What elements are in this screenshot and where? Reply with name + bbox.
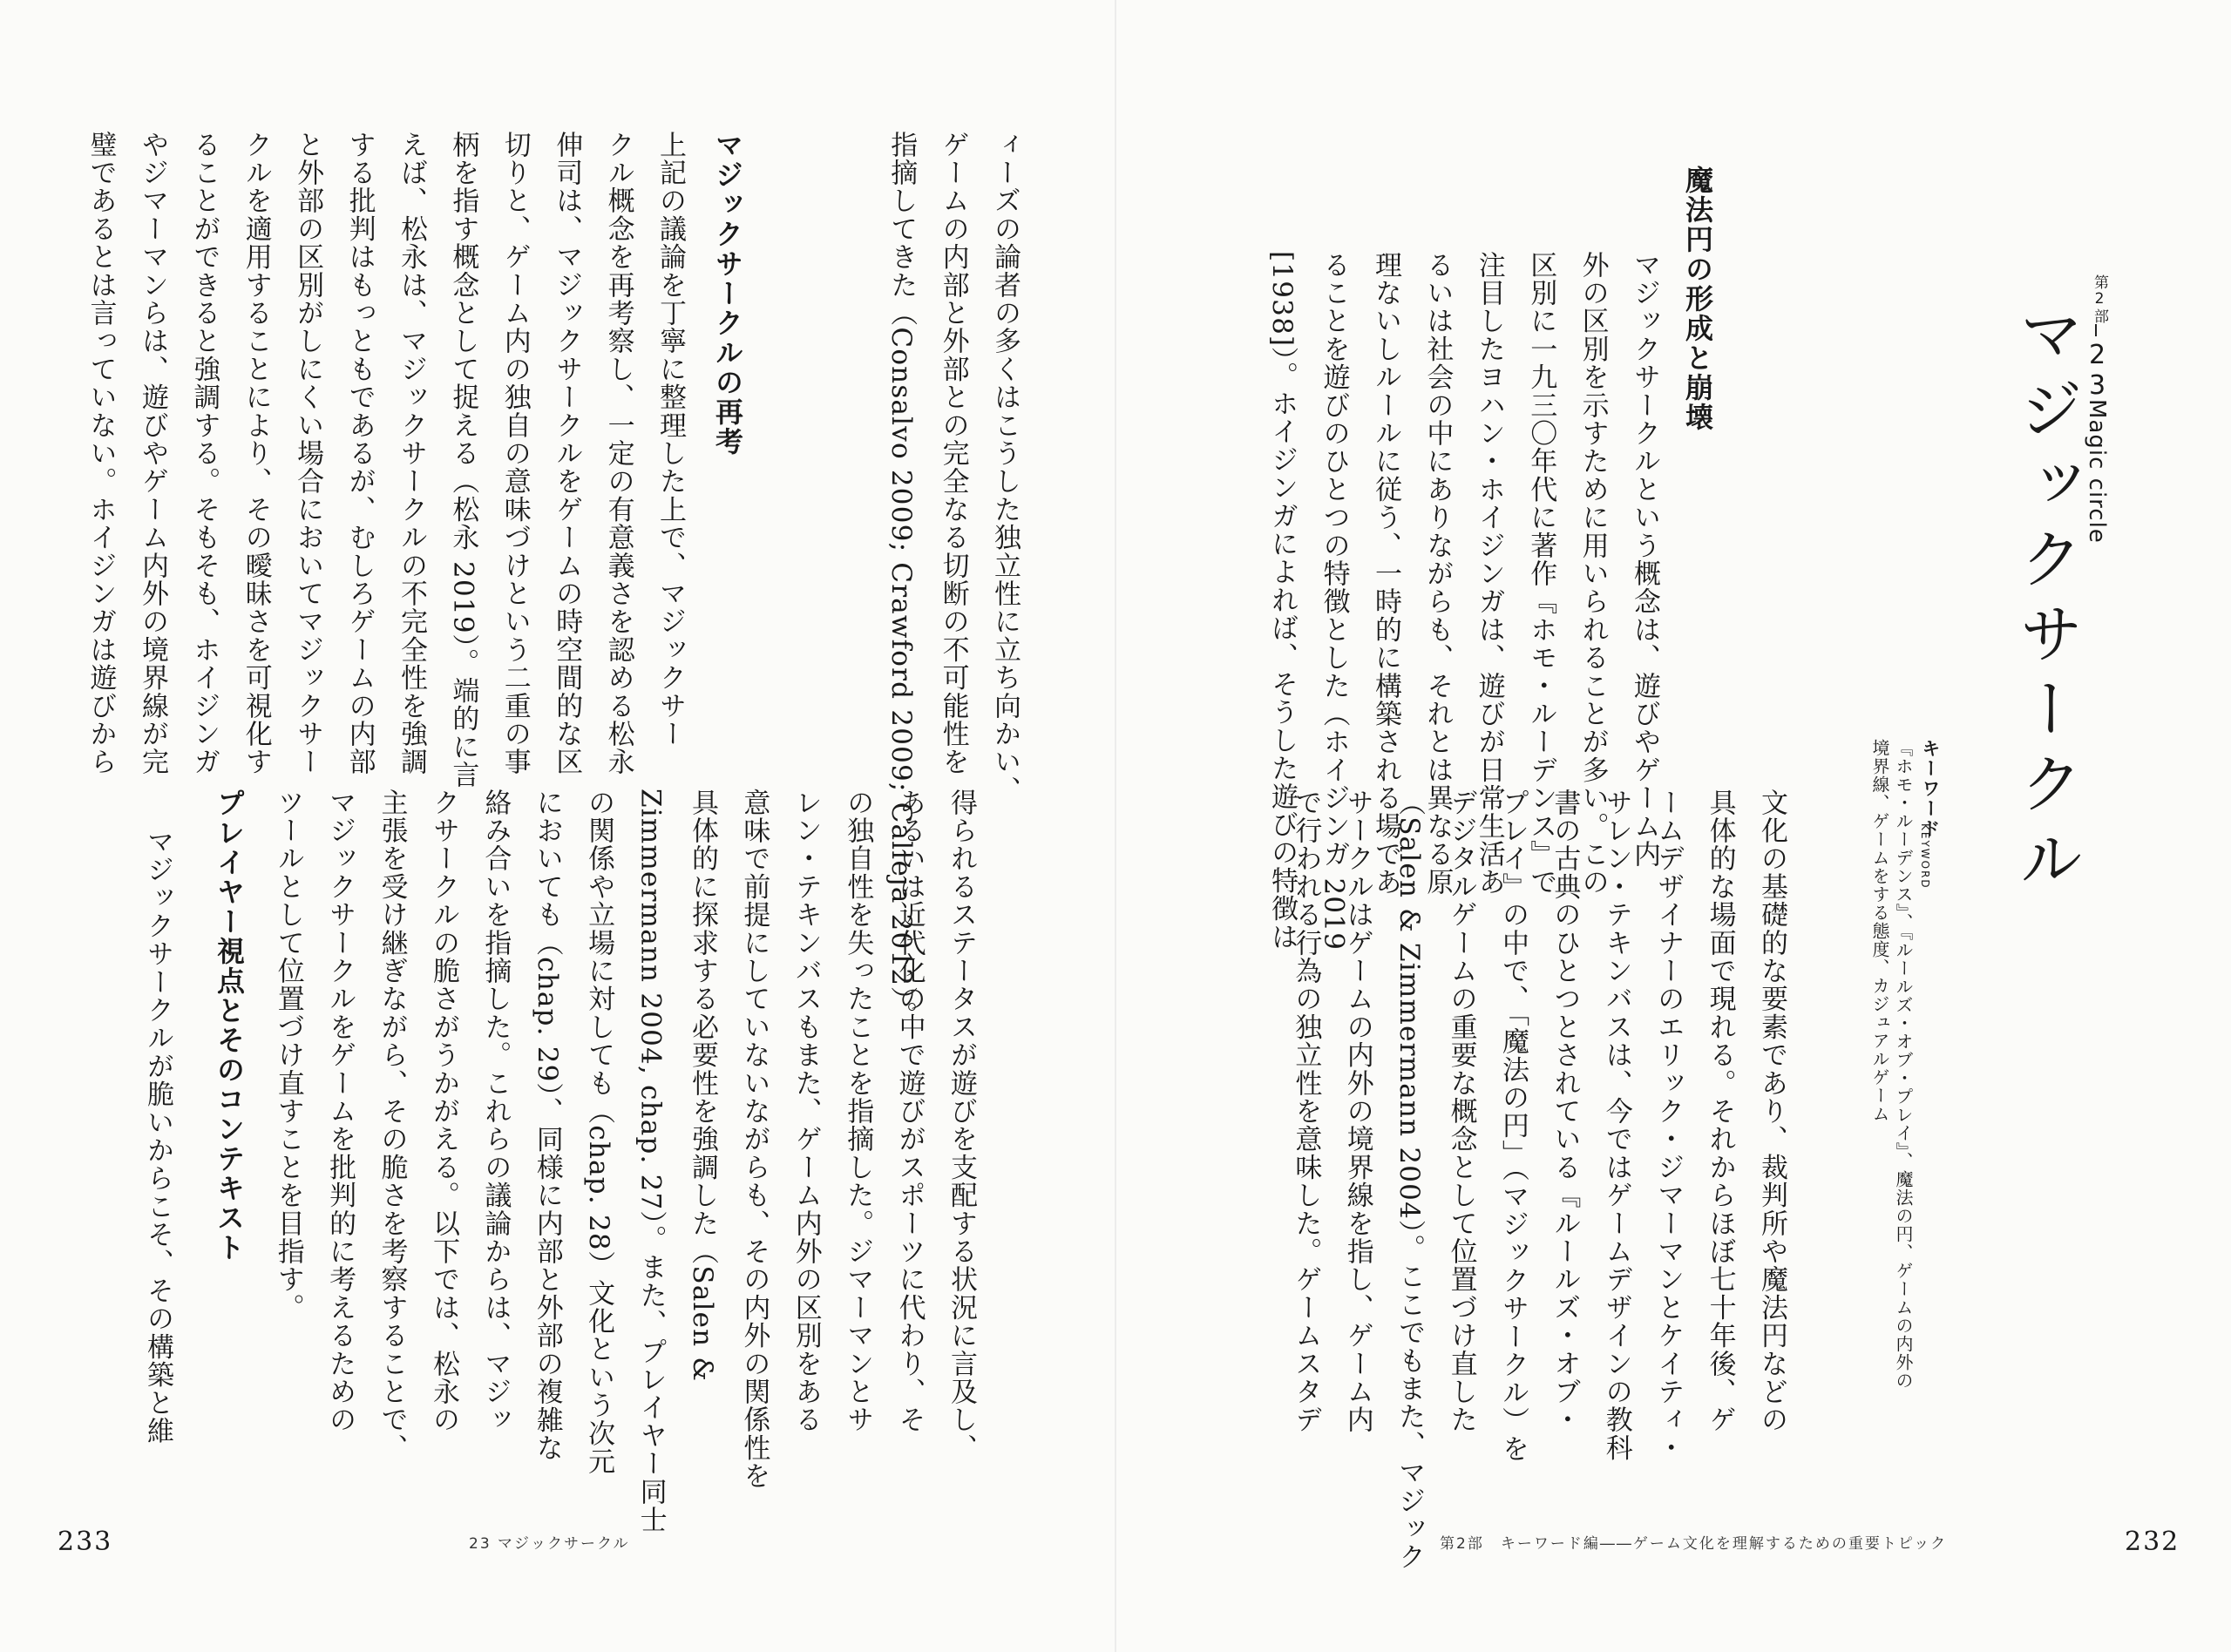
text-column: 意味で前提にしていないながらも、その内外の関係性を bbox=[738, 789, 770, 1490]
text-column: の関係や立場に対しても（chap. 28）文化という次元 bbox=[583, 789, 615, 1476]
keyword-label: キーワード bbox=[1920, 739, 1941, 839]
text-column: 得られるステータスが遊びを支配する状況に言及し、 bbox=[946, 789, 977, 1462]
text-column: マジックサークルという概念は、遊びやゲーム内 bbox=[1629, 251, 1660, 869]
text-column: 具体的に探求する必要性を強調した（Salen & bbox=[686, 789, 718, 1383]
text-column: クルを適用することにより、その曖昧さを可視化す bbox=[240, 131, 272, 776]
keyword-label-en: KEYWORD bbox=[1919, 823, 1931, 890]
text-column: ームデザイナーのエリック・ジマーマンとケイティ・ bbox=[1652, 789, 1685, 1462]
section-heading-magic-circle-formation: 魔法円の形成と崩壊 bbox=[1681, 166, 1714, 432]
upper-text-block-continued bbox=[847, 131, 1030, 1030]
text-column: るいは社会の中にありながらも、それとは異なる原 bbox=[1421, 251, 1454, 897]
text-column: する批判はもっともであるが、むしろゲームの内部 bbox=[343, 131, 376, 776]
page-number: 232 bbox=[2125, 1527, 2180, 1557]
text-column: 具体的な場面で現れる。それからほぼ七十年後、ゲ bbox=[1704, 789, 1736, 1434]
text-column: デジタルゲームの重要な概念として位置づけ直した bbox=[1445, 789, 1477, 1434]
text-column: の独自性を失ったことを指摘した。ジマーマンとサ bbox=[842, 789, 874, 1434]
text-column: 注目したヨハン・ホイジンガは、遊びが日常生活あ bbox=[1473, 251, 1505, 897]
upper-text-block bbox=[1266, 251, 1670, 951]
lower-text-block-player bbox=[113, 828, 183, 1446]
text-column: 主張を受け継ぎながら、その脆さを考察することで、 bbox=[376, 789, 408, 1462]
text-column: ることができると強調する。そもそも、ホイジンガ bbox=[188, 131, 220, 776]
upper-text-block-reconsider bbox=[85, 131, 695, 789]
page-number: 233 bbox=[58, 1527, 113, 1557]
running-head: 第2部 キーワード編――ゲーム文化を理解するための重要トピック bbox=[1440, 1535, 1948, 1553]
text-column: 区別に一九三〇年代に著作『ホモ・ルーデンス』で bbox=[1525, 251, 1557, 897]
text-column: ィーズの論者の多くはこうした独立性に立ち向かい、 bbox=[989, 131, 1021, 804]
text-column: 書の古典のひとつとされている『ルールズ・オブ・ bbox=[1549, 789, 1581, 1434]
lower-text-block-continued bbox=[272, 789, 987, 1534]
right-page bbox=[1116, 0, 2231, 1652]
text-column: 指摘してきた（Consalvo 2009; Crawford 2009; Calleja 2012）。 bbox=[885, 131, 918, 1030]
text-column: 伸司は、マジックサークルをゲームの時空間的な区 bbox=[551, 131, 583, 776]
text-column: マジックサークルをゲームを批判的に考えるための bbox=[324, 789, 356, 1434]
chapter-number: 23 bbox=[2082, 340, 2112, 401]
text-column: 璧であるとは言っていない。ホイジンガは遊びから bbox=[85, 131, 117, 776]
text-column: ることを遊びのひとつの特徴とした（ホイジンガ 2019 bbox=[1318, 251, 1350, 951]
text-column: 上記の議論を丁寧に整理した上で、マジックサー bbox=[654, 131, 686, 748]
text-column: ゲームの内部と外部との完全なる切断の不可能性を bbox=[937, 131, 969, 776]
text-column: クサークルの脆さがうかがえる。以下では、松永の bbox=[427, 789, 459, 1434]
text-column: 理ないしルールに従う、一時的に構築される場であ bbox=[1369, 251, 1401, 897]
text-column: [1938]）。ホイジンガによれば、そうした遊びの特徴は bbox=[1266, 251, 1299, 951]
text-column: Zimmermann 2004, chap. 27）。また、プレイヤー同士 bbox=[634, 789, 667, 1534]
text-column: と外部の区別がしにくい場合においてマジックサー bbox=[292, 131, 324, 776]
chapter-rule bbox=[2095, 324, 2097, 336]
section-heading-player-perspective: プレイヤー視点とそのコンテキスト bbox=[213, 789, 246, 1263]
text-column: 切りと、ゲーム内の独自の意味づけという二重の事 bbox=[498, 131, 531, 776]
text-column: ツールとして位置づけ直すことを目指す。 bbox=[272, 789, 304, 1322]
text-column: レン・テキンバスもまた、ゲーム内外の区別をある bbox=[790, 789, 822, 1434]
section-heading-reconsidering-magic-circle: マジックサークルの再考 bbox=[711, 131, 744, 457]
text-column: プレイ』の中で、「魔法の円」（マジックサークル）を bbox=[1496, 789, 1529, 1463]
text-column: 文化の基礎的な要素であり、裁判所や魔法円などの bbox=[1756, 789, 1787, 1434]
english-title: Magic circle bbox=[2084, 399, 2110, 544]
chapter-title: マジックサークル bbox=[2009, 301, 2084, 900]
text-column: あるいは近代化の中で遊びがスポーツに代わり、そ bbox=[893, 789, 926, 1434]
text-column: 柄を指す概念として捉える（松永 2019）。端的に言 bbox=[447, 131, 479, 789]
text-column: サレン・テキンバスは、今ではゲームデザインの教科 bbox=[1600, 789, 1632, 1462]
keywords-line-1: 『ホモ・ルーデンス』、『ルールズ・オブ・プレイ』、魔法の円、ゲームの内外の bbox=[1893, 739, 1914, 1390]
text-column: においても（chap. 29）、同様に内部と外部の複雑な bbox=[531, 789, 563, 1462]
text-column: で行われる行為の独立性を意味した。ゲームスタデ bbox=[1290, 789, 1322, 1434]
text-column: （Salen & Zimmermann 2004）。ここでもまた、マジック bbox=[1394, 789, 1426, 1572]
running-head: 23 マジックサークル bbox=[469, 1535, 630, 1553]
text-column: クル概念を再考察し、一定の有意義さを認める松永 bbox=[602, 131, 634, 776]
part-label: 第2部 bbox=[2091, 274, 2108, 324]
text-column: やジマーマンらは、遊びやゲーム内外の境界線が完 bbox=[136, 131, 168, 776]
text-column: マジックサークルが脆いからこそ、その構築と維 bbox=[142, 828, 173, 1446]
text-column: えば、松永は、マジックサークルの不完全性を強調 bbox=[395, 131, 427, 776]
keywords-line-2: 境界線、ゲームをする態度、カジュアルゲーム bbox=[1869, 739, 1890, 1123]
text-column: 絡み合いを指摘した。これらの議論からは、マジッ bbox=[479, 789, 512, 1434]
text-column: 外の区別を示すために用いられることが多い。この bbox=[1577, 251, 1609, 897]
text-column: サークルはゲームの内外の境界線を指し、ゲーム内 bbox=[1341, 789, 1373, 1434]
